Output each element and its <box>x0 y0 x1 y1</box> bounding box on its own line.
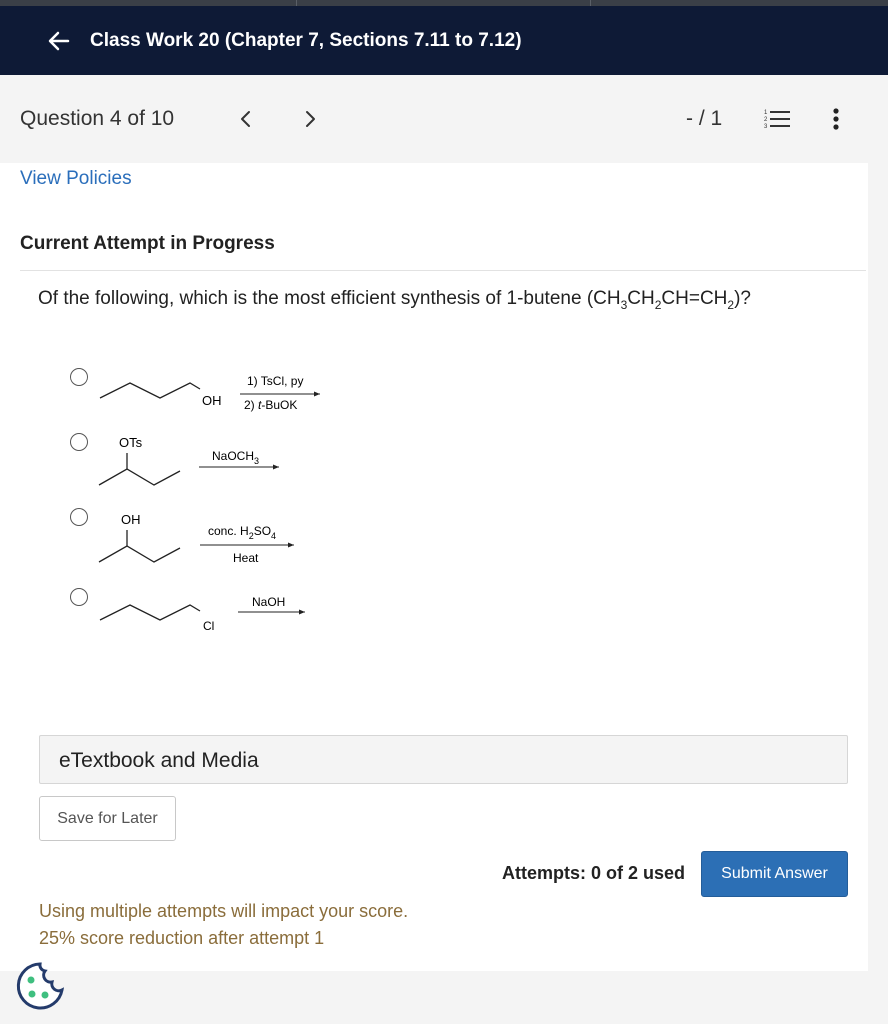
submit-answer-button[interactable]: Submit Answer <box>701 851 848 897</box>
option-3-group: OH <box>121 512 141 527</box>
more-options-icon[interactable] <box>829 105 843 133</box>
previous-question-icon[interactable] <box>237 108 253 130</box>
attempt-warning: Using multiple attempts will impact your score. <box>39 901 409 921</box>
option-1-reagent-1: 1) TsCl, py <box>247 374 304 388</box>
option-1-reagent-2: 2) t-BuOK <box>244 398 298 412</box>
header-strip <box>0 0 888 6</box>
question-card <box>0 163 868 971</box>
option-4-radio[interactable] <box>70 588 88 606</box>
next-question-icon[interactable] <box>303 108 319 130</box>
option-2-reagent: NaOCH$_3$ <box>212 449 260 466</box>
option-3-reagent-1: conc. $H_2SO_4$ <box>208 524 277 541</box>
svg-text:3: 3 <box>764 124 768 130</box>
option-3-reaction <box>92 508 342 573</box>
option-2-reaction <box>92 431 342 501</box>
question-list-icon[interactable] <box>764 108 790 130</box>
attempt-heading: Current Attempt in Progress <box>20 233 275 254</box>
etextbook-media-panel[interactable] <box>39 735 848 784</box>
option-2-radio[interactable] <box>70 433 88 451</box>
option-4-reagent: NaOH <box>252 595 286 609</box>
option-3-radio[interactable] <box>70 508 88 526</box>
app-header <box>0 0 888 75</box>
question-counter: Question 4 of 10 <box>20 107 175 130</box>
option-4-reaction <box>92 583 342 638</box>
view-policies-link[interactable]: View Policies <box>20 168 132 189</box>
svg-text:1: 1 <box>764 110 768 116</box>
option-4-group: Cl <box>203 619 215 633</box>
assignment-title: Class Work 20 (Chapter 7, Sections 7.11 to 7.12) <box>90 30 522 51</box>
etextbook-label: eTextbook and Media <box>59 749 259 772</box>
question-score: - / 1 <box>686 107 723 130</box>
question-text: Of the following, which is the most efficient synthesis of 1-butene $(CH_3CH_2CH=CH_2)$? <box>38 288 751 312</box>
option-1-group: OH <box>202 393 222 408</box>
score-reduction-note: 25% score reduction after attempt 1 <box>39 928 325 948</box>
save-for-later-button[interactable]: Save for Later <box>39 796 176 841</box>
svg-text:2: 2 <box>764 117 768 123</box>
option-3-reagent-2: Heat <box>233 551 259 565</box>
question-toolbar <box>0 75 888 163</box>
option-2-group: OTs <box>119 435 143 450</box>
attempts-counter: Attempts: 0 of 2 used <box>502 863 686 883</box>
back-arrow-icon[interactable] <box>46 28 72 54</box>
option-1-reaction <box>92 363 342 418</box>
option-1-radio[interactable] <box>70 368 88 386</box>
cookie-settings-icon[interactable] <box>14 960 66 1012</box>
divider <box>20 270 866 271</box>
